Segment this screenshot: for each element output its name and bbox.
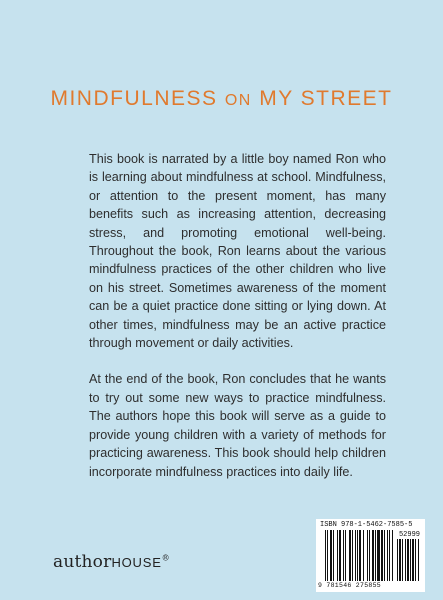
title-part-1: MINDFULNESS [50,87,218,110]
barcode-digits: 9 781546 275855 [318,582,382,589]
addon-barcode-icon [397,539,421,581]
isbn-barcode-panel [316,519,425,592]
price-code: 52999 [398,531,420,539]
isbn-text: ISBN 978-1-5462-7585-5 [320,521,413,529]
registered-mark: ® [161,553,170,563]
book-title [0,86,443,114]
publisher-name-author: author [53,552,112,572]
publisher-logo [53,552,170,572]
blurb-paragraph-2: At the end of the book, Ron concludes that he wants to try out some new ways to practice mindfulness. The authors hope this book will serve as a guide to provide young children with a variety of methods for practicing awareness. This book should help children incorporate mindfulness practices into daily life. [89,372,386,479]
publisher-name-house: HOUSE [111,555,162,570]
title-part-3: MY STREET [259,87,393,110]
blurb-paragraph-1: This book is narrated by a little boy named Ron who is learning about mindfulness at school. Mindfulness, or attention to the present moment, has many benefits such as increasing attention, decreasing stress, and promoting emotional well-being. Throughout the book, Ron learns about the various mindfulness practices of the other children who live on his street. Sometimes awareness of the moment can be a quiet practice done sitting or lying down. At other times, mindfulness may be an active practice through movement or daily activities. [89,152,386,351]
blurb [89,150,386,499]
barcode-icon [325,530,393,581]
title-part-2: ON [224,92,252,109]
